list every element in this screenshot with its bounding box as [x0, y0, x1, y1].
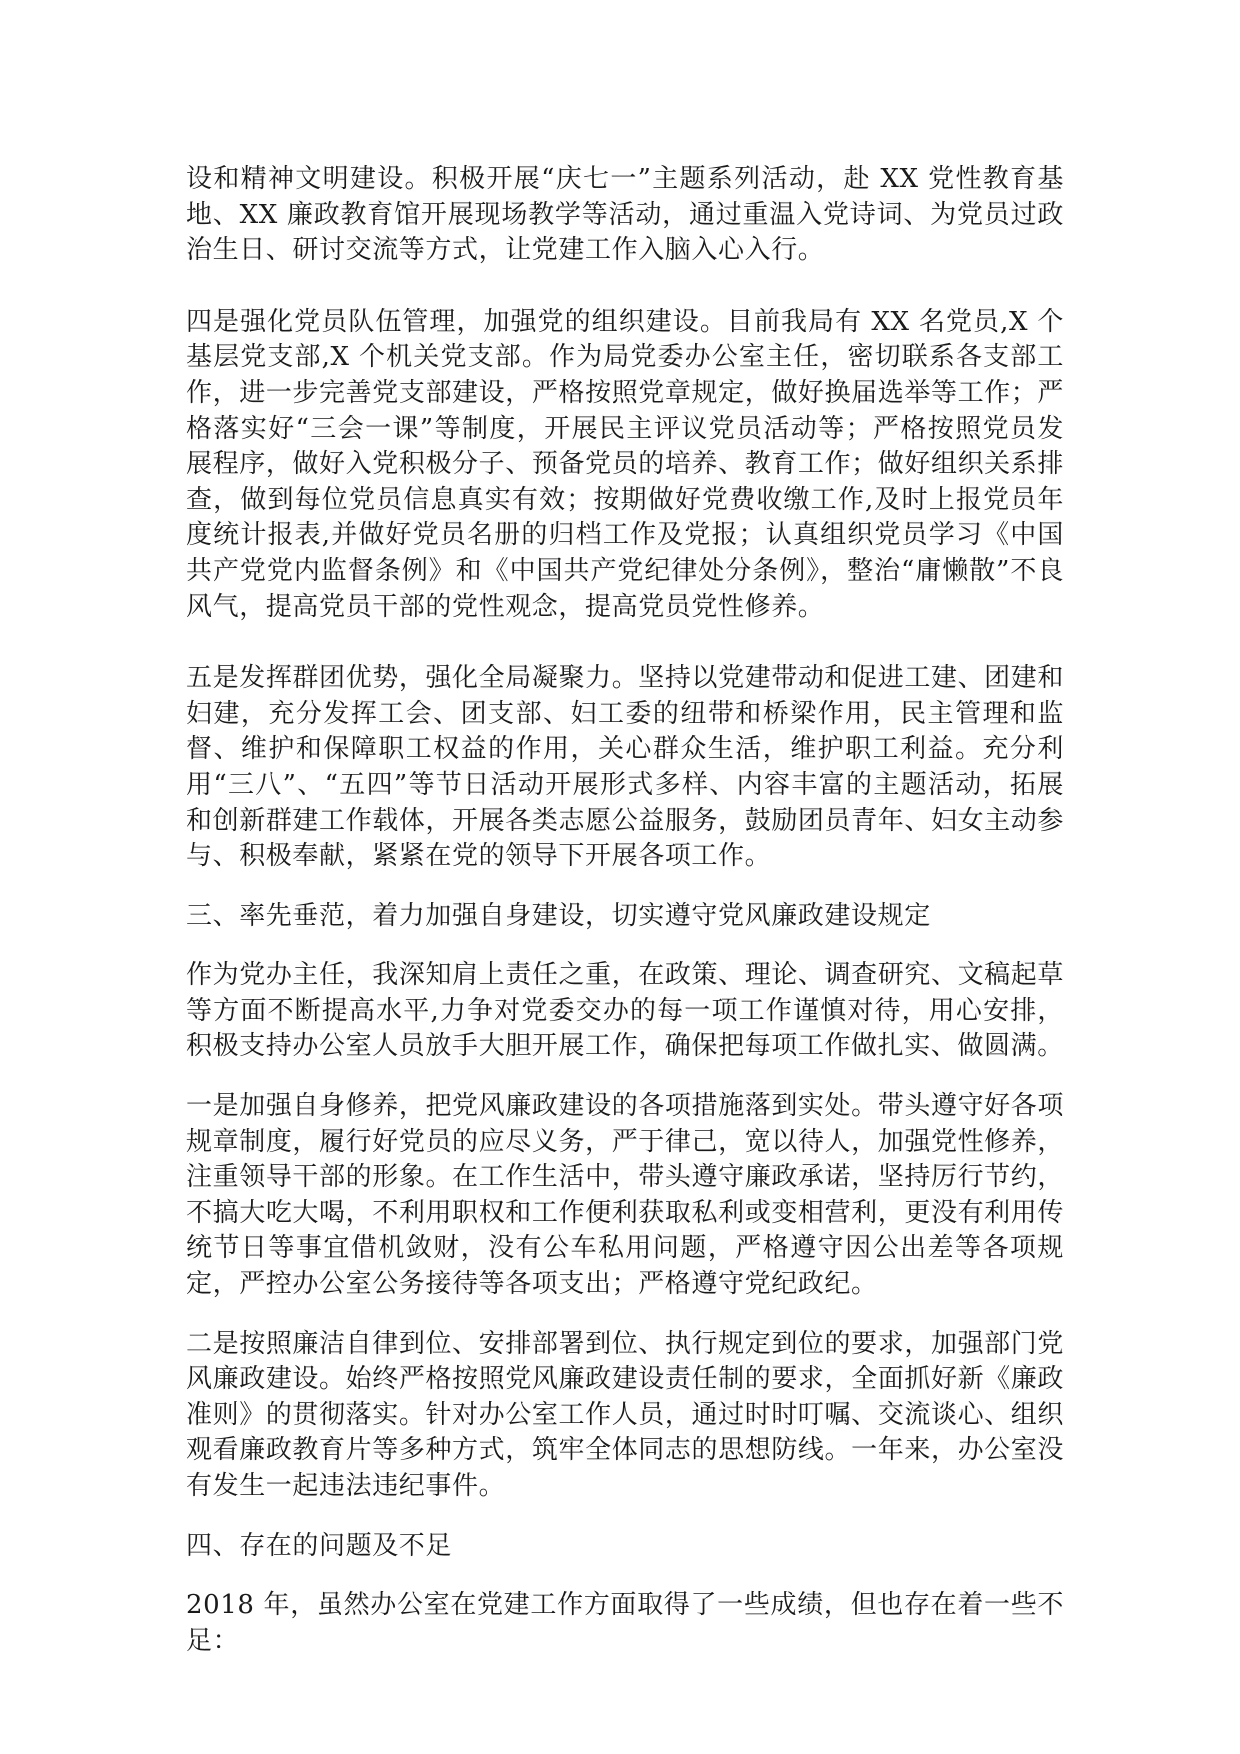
document-page	[186, 162, 1064, 1659]
paragraph-shortcomings-intro: 2018 年，虽然办公室在党建工作方面取得了一些成绩，但也存在着一些不足：	[186, 1590, 1064, 1656]
paragraph-integrity-requirements: 二是按照廉洁自律到位、安排部署到位、执行规定到位的要求，加强部门党风廉政建设。始终严格按照党风廉政建设责任制的要求，全面抓好新《廉政准则》的贯彻落实。针对办公室工作人员，通过时时叮嘱、交流谈心、组织观看廉政教育片等多种方式，筑牢全体同志的思想防线。一年来，办公室没有发生一起违法违纪事件。	[186, 1328, 1064, 1501]
paragraph-self-cultivation: 一是加强自身修养，把党风廉政建设的各项措施落到实处。带头遵守好各项规章制度，履行好党员的应尽义务，严于律己，宽以待人，加强党性修养，注重领导干部的形象。在工作生活中，带头遵守廉政承诺，坚持厉行节约，不搞大吃大喝，不利用职权和工作便利获取私利或变相营利，更没有利用传统节日等事宜借机敛财，没有公车私用问题，严格遵守因公出差等各项规定，严控办公室公务接待等各项支出；严格遵守党纪政纪。	[186, 1091, 1064, 1300]
section-heading-self-discipline: 三、率先垂范，着力加强自身建设，切实遵守党风廉政建设规定	[186, 900, 931, 931]
paragraph-party-member-management: 四是强化党员队伍管理，加强党的组织建设。目前我局有 XX 名党员,X 个基层党支部,X 个机关党支部。作为局党委办公室主任，密切联系各支部工作，进一步完善党支部建设，严格按照党章规定，做好换届选举等工作；严格落实好“三会一课”等制度，开展民主评议党员活动等；严格按照党员发展程序，做好入党积极分子、预备党员的培养、教育工作；做好组织关系排查，做到每位党员信息真实有效；按期做好党费收缴工作,及时上报党员年度统计报表,并做好党员名册的归档工作及党报；认真组织党员学习《中国共产党党内监督条例》和《中国共产党纪律处分条例》，整治“庸懒散”不良风气，提高党员干部的党性观念，提高党员党性修养。	[186, 306, 1064, 622]
section-heading-problems: 四、存在的问题及不足	[186, 1530, 453, 1561]
paragraph-cultural-activities: 设和精神文明建设。积极开展“庆七一”主题系列活动，赴 XX 党性教育基地、XX 廉政教育馆开展现场教学等活动，通过重温入党诗词、为党员过政治生日、研讨交流等方式，让党建工作入脑入心入行。	[186, 164, 1064, 266]
paragraph-mass-organizations: 五是发挥群团优势，强化全局凝聚力。坚持以党建带动和促进工建、团建和妇建，充分发挥工会、团支部、妇工委的纽带和桥梁作用，民主管理和监督、维护和保障职工权益的作用，关心群众生活，维护职工利益。充分利用“三八”、“五四”等节日活动开展形式多样、内容丰富的主题活动，拓展和创新群建工作载体，开展各类志愿公益服务，鼓励团员青年、妇女主动参与、积极奉献，紧紧在党的领导下开展各项工作。	[186, 663, 1064, 872]
paragraph-office-director-role: 作为党办主任，我深知肩上责任之重，在政策、理论、调查研究、文稿起草等方面不断提高水平,力争对党委交办的每一项工作谨慎对待，用心安排，积极支持办公室人员放手大胆开展工作，确保把每项工作做扎实、做圆满。	[186, 960, 1064, 1062]
